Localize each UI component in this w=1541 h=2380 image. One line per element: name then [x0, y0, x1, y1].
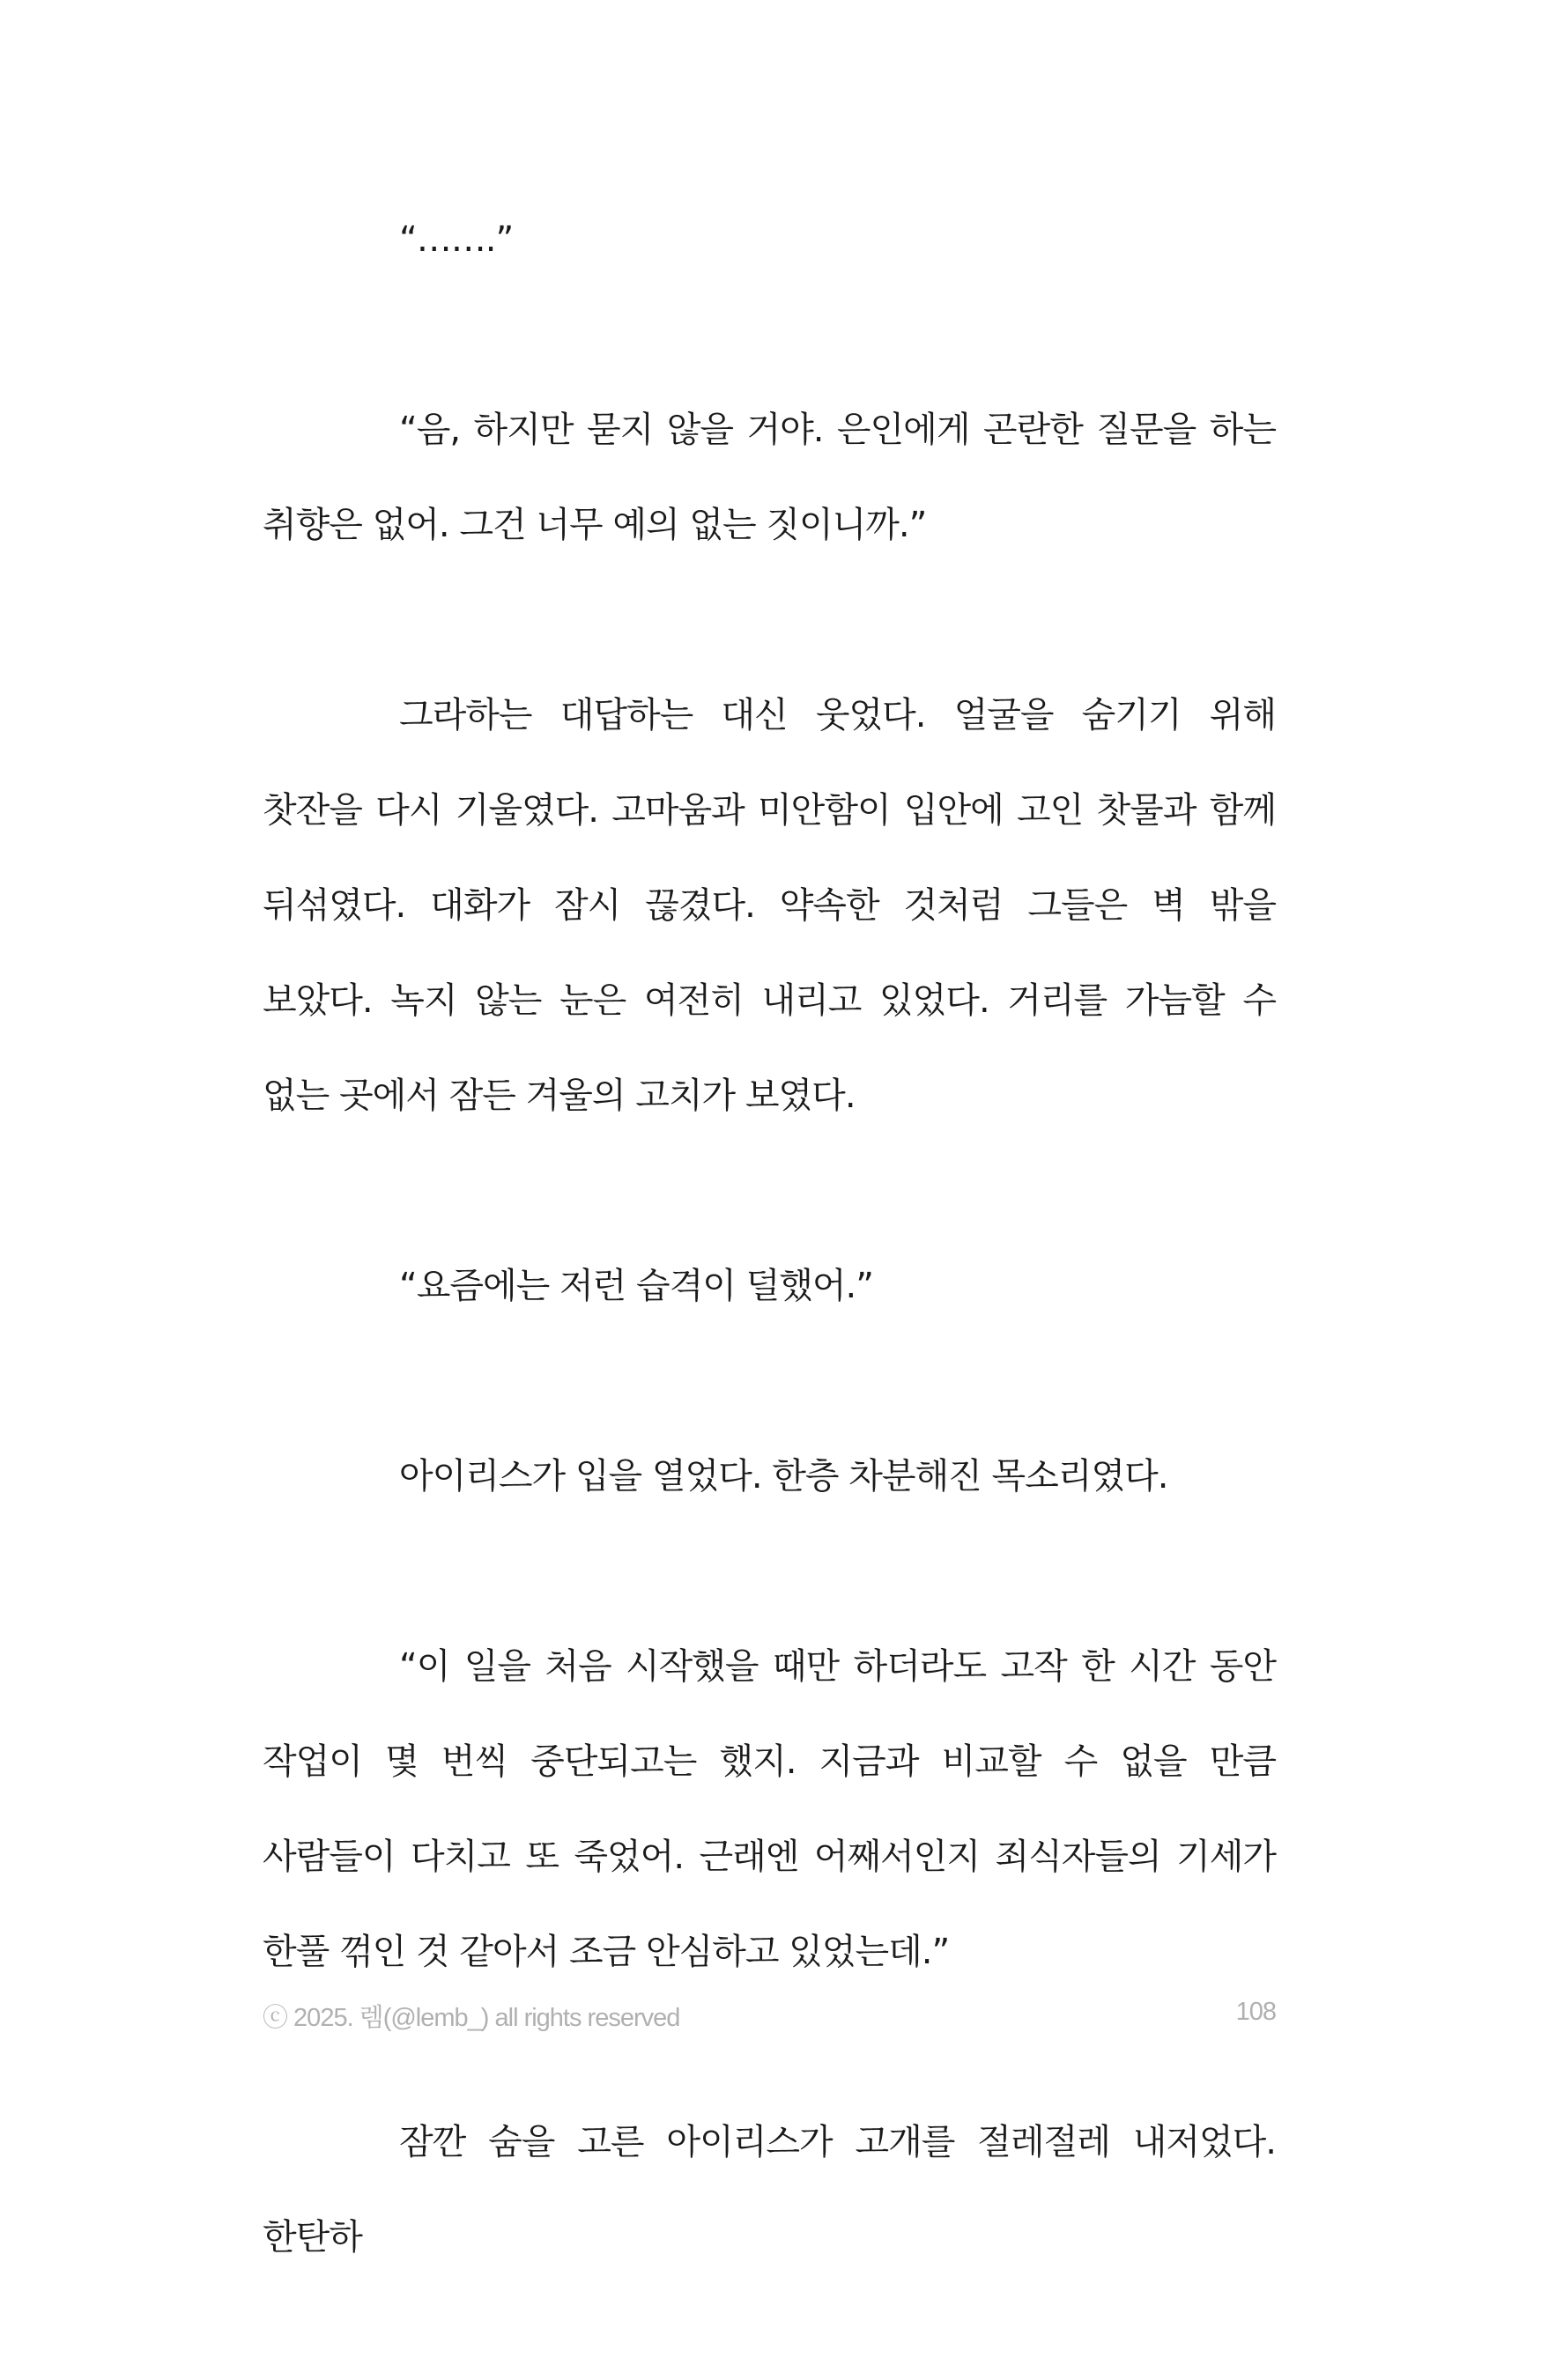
paragraph: 잠깐 숨을 고른 아이리스가 고개를 절레절레 내저었다. 한탄하 — [263, 2122, 1276, 2258]
page-number: 108 — [1235, 1998, 1276, 2026]
paragraph: 아이리스가 입을 열었다. 한층 차분해진 목소리였다. — [399, 1456, 1168, 1497]
paragraph: “…….” — [399, 219, 514, 260]
body-text — [263, 192, 1276, 2380]
copyright-notice: ⓒ 2025. 렘(@lemb_) all rights reserved — [263, 2004, 680, 2032]
paragraph: “음, 하지만 묻지 않을 거야. 은인에게 곤란한 질문을 하는 취향은 없어. 그건 너무 예의 없는 짓이니까.” — [263, 410, 1276, 545]
page-footer — [263, 1998, 1276, 2033]
paragraph: “이 일을 처음 시작했을 때만 하더라도 고작 한 시간 동안 작업이 몇 번씩 중단되고는 했지. 지금과 비교할 수 없을 만큼 사람들이 다치고 또 죽었어. 근래엔 어째서인지 죄식자들의 기세가 한풀 꺾인 것 같아서 조금 안심하고 있었는데.” — [263, 1646, 1276, 1972]
paragraph: “요즘에는 저런 습격이 덜했어.” — [399, 1266, 873, 1306]
paragraph: 그라하는 대답하는 대신 웃었다. 얼굴을 숨기기 위해 찻잔을 다시 기울였다. 고마움과 미안함이 입안에 고인 찻물과 함께 뒤섞였다. 대화가 잠시 끊겼다. 약속한 것처럼 그들은 벽 밖을 보았다. 녹지 않는 눈은 여전히 내리고 있었다. 거리를 가늠할 수 없는 곳에서 잠든 겨울의 고치가 보였다. — [263, 695, 1276, 1116]
